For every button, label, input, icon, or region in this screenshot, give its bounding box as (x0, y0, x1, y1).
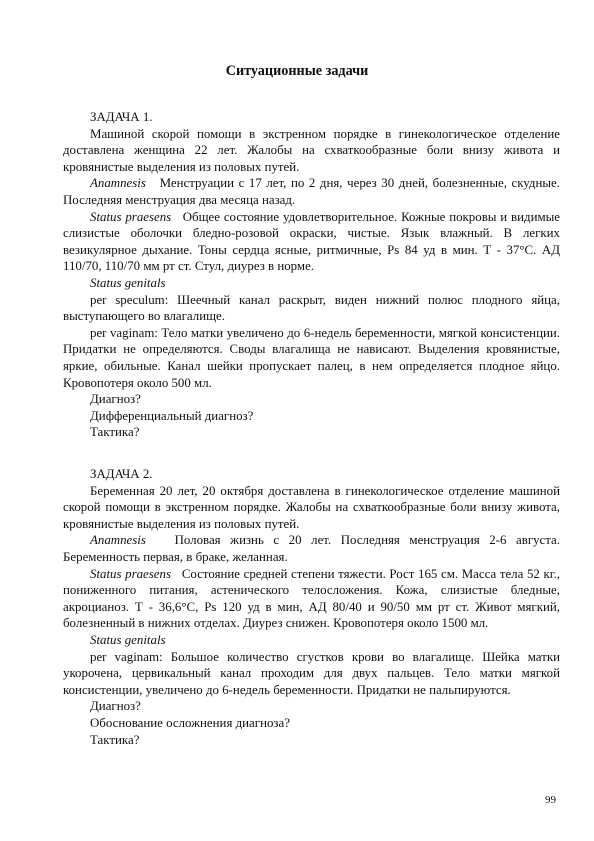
task-1 (63, 109, 560, 441)
task-heading: ЗАДАЧА 2. (90, 467, 153, 481)
vaginam-paragraph: per vaginam: Тело матки увеличено до 6-недель беременности, мягкой консистенции. Придатки не определяются. Своды влагалища не нависают. Выделения кровянистые, яркие, обильные. Канал шейки пропускает палец, в нем определяется плодное яйцо. Кровопотеря около 500 мл. (63, 325, 560, 390)
status-praesens-text: Состояние средней степени тяжести. Рост 165 см. Масса тела 52 кг., пониженного питания, астенического телосложения. Кожа, слизистые бледные, акроцианоз. Т - 36,6°С, Ps 120 уд в мин, АД 80/40 и 90/50 мм рт ст. Живот мягкий, болезненный в нижних отделах. Диурез снижен. Кровопотеря около 1500 мл. (63, 566, 560, 631)
anamnesis-label: Anamnesis (90, 533, 146, 548)
anamnesis-paragraph (63, 175, 560, 208)
question-diagnosis: Диагноз? (90, 699, 141, 714)
page-title: Ситуационные задачи (225, 63, 369, 79)
task-intro: Машиной скорой помощи в экстренном порядке в гинекологическое отделение доставлена женщина 22 лет. Жалобы на схваткообразные боли внизу живота и кровянистые выделения из половых путей. (63, 126, 560, 174)
status-praesens-text: Общее состояние удовлетворительное. Кожные покровы и видимые слизистые оболочки бледно-розовой окраски, чистые. Язык влажный. В легких везикулярное дыхание. Тоны сердца ясные, ритмичные, Ps 84 уд в мин. Т - 37°С. АД 110/70, 110/70 мм рт ст. Стул, диурез в норме. (63, 209, 561, 274)
question-differential: Дифференциальный диагноз? (90, 408, 254, 423)
speculum-paragraph: per speculum: Шеечный канал раскрыт, виден нижний полюс плодного яйца, выступающего во влагалище. (63, 292, 560, 324)
anamnesis-paragraph (63, 532, 560, 565)
task-intro: Беременная 20 лет, 20 октября доставлена в гинекологическое отделение машиной скорой помощи в экстренном порядке. Жалобы на схваткообразные боли внизу живота, кровянистые выделения из половых путей. (63, 483, 560, 531)
anamnesis-label: Anamnesis (90, 176, 146, 191)
page-number: 99 (545, 794, 556, 806)
task-2 (63, 466, 560, 748)
status-praesens-paragraph (63, 566, 560, 632)
anamnesis-text: Половая жизнь с 20 лет. Последняя менструация 2-6 августа. Беременность первая, в браке, желанная. (63, 533, 561, 564)
status-praesens-label: Status praesens (90, 566, 171, 581)
anamnesis-text: Менструации с 17 лет, по 2 дня, через 30 дней, болезненные, скудные. Последняя менструация два месяца назад. (63, 176, 560, 207)
status-praesens-paragraph (63, 209, 560, 275)
question-tactics: Тактика? (90, 425, 140, 440)
question-tactics: Тактика? (90, 732, 140, 747)
question-diagnosis: Диагноз? (90, 392, 141, 407)
vaginam-paragraph: per vaginam: Большое количество сгустков крови во влагалище. Шейка матки укорочена, цервикальный канал проходим для двух пальцев. Тело матки мягкой консистенции, увеличено до 6-недель беременности. Придатки не пальпируются. (63, 649, 560, 697)
status-genitals-label: Status genitals (90, 275, 166, 290)
question-complication: Обоснование осложнения диагноза? (90, 715, 290, 730)
status-genitals-label: Status genitals (90, 632, 166, 647)
status-praesens-label: Status praesens (90, 209, 172, 224)
task-heading: ЗАДАЧА 1. (90, 110, 153, 124)
